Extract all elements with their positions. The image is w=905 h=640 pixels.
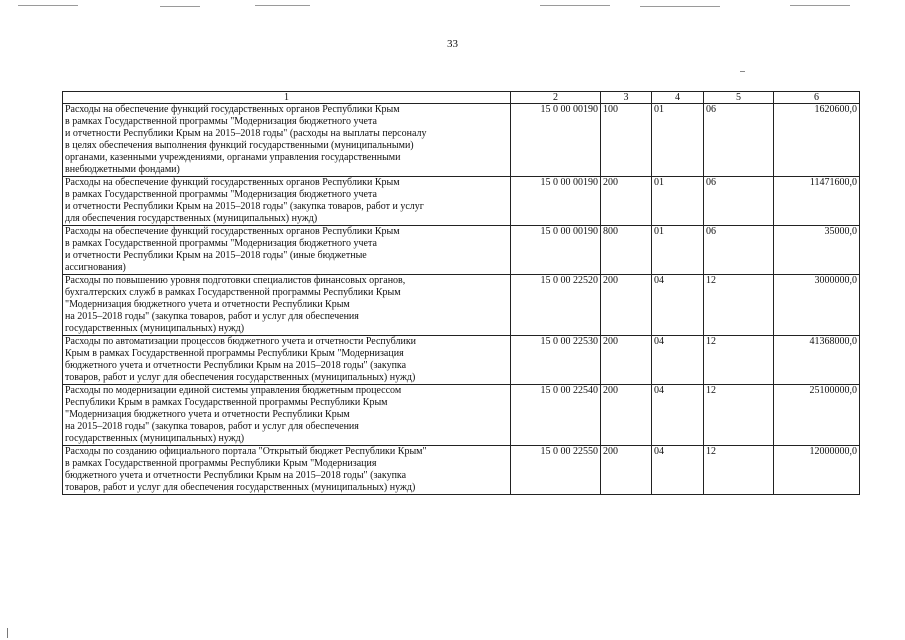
row-section: 01: [652, 104, 704, 177]
row-target-code: 15 0 00 00190: [511, 226, 601, 275]
row-expense-type: 200: [601, 385, 652, 446]
row-expense-type: 200: [601, 275, 652, 336]
row-expense-type: 100: [601, 104, 652, 177]
scan-artifact-line: [18, 5, 78, 6]
row-amount: 25100000,0: [774, 385, 860, 446]
row-description: Расходы по модернизации единой системы управления бюджетным процессом Республики Крым в рамках Государственной программы Республики Крым "Модернизация бюджетного учета и отчетности Республики Крым на 2015–2018 годы" (закупка товаров, работ и услуг для обеспечения государственных (муниципальных) нужд): [63, 385, 511, 446]
row-expense-type: 200: [601, 446, 652, 495]
table-row: [63, 446, 860, 495]
row-amount: 3000000,0: [774, 275, 860, 336]
table-row: [63, 177, 860, 226]
row-section: 04: [652, 446, 704, 495]
row-subsection: 12: [704, 275, 774, 336]
row-target-code: 15 0 00 00190: [511, 177, 601, 226]
column-header-description: 1: [63, 92, 511, 104]
scan-artifact-line: [160, 6, 200, 7]
row-section: 01: [652, 226, 704, 275]
scan-artifact-edge: [7, 628, 8, 638]
table-row: [63, 275, 860, 336]
row-section: 04: [652, 385, 704, 446]
row-target-code: 15 0 00 22550: [511, 446, 601, 495]
table-row: [63, 385, 860, 446]
row-amount: 12000000,0: [774, 446, 860, 495]
row-target-code: 15 0 00 22530: [511, 336, 601, 385]
column-header-subsection: 5: [704, 92, 774, 104]
row-description: Расходы по повышению уровня подготовки специалистов финансовых органов, бухгалтерских служб в рамках Государственной программы Республики Крым "Модернизация бюджетного учета и отчетности Республики Крым на 2015–2018 годы" (закупка товаров, работ и услуг для обеспечения государственных (муниципальных) нужд): [63, 275, 511, 336]
row-subsection: 12: [704, 385, 774, 446]
row-expense-type: 200: [601, 336, 652, 385]
row-subsection: 06: [704, 177, 774, 226]
row-description: Расходы на обеспечение функций государственных органов Республики Крым в рамках Государственной программы "Модернизация бюджетного учета и отчетности Республики Крым на 2015–2018 годы" (расходы на выплаты персоналу в целях обеспечения выполнения функций государственными (муниципальными) органами, казенными учреждениями, органами управления государственными внебюджетными фондами): [63, 104, 511, 177]
row-expense-type: 800: [601, 226, 652, 275]
table-row: [63, 226, 860, 275]
row-amount: 11471600,0: [774, 177, 860, 226]
scan-artifact-line: [255, 5, 310, 6]
scan-artifact-line: [790, 5, 850, 6]
scan-artifact-line: [540, 5, 610, 6]
row-section: 04: [652, 275, 704, 336]
row-subsection: 12: [704, 446, 774, 495]
column-header-target-code: 2: [511, 92, 601, 104]
table-row: [63, 336, 860, 385]
row-subsection: 06: [704, 104, 774, 177]
scan-artifact-line: [640, 6, 720, 7]
row-description: Расходы на обеспечение функций государственных органов Республики Крым в рамках Государственной программы "Модернизация бюджетного учета и отчетности Республики Крым на 2015–2018 годы" (закупка товаров, работ и услуг для обеспечения государственных (муниципальных) нужд): [63, 177, 511, 226]
row-expense-type: 200: [601, 177, 652, 226]
column-header-amount: 6: [774, 92, 860, 104]
row-amount: 1620600,0: [774, 104, 860, 177]
row-description: Расходы по созданию официального портала "Открытый бюджет Республики Крым" в рамках Государственной программы Республики Крым "Модернизация бюджетного учета и отчетности Республики Крым на 2015–2018 годы" (закупка товаров, работ и услуг для обеспечения государственных (муниципальных) нужд): [63, 446, 511, 495]
scan-artifact-dash: [740, 71, 745, 72]
row-amount: 41368000,0: [774, 336, 860, 385]
row-section: 01: [652, 177, 704, 226]
page-number: 33: [447, 38, 458, 50]
column-header-section: 4: [652, 92, 704, 104]
column-header-expense-type: 3: [601, 92, 652, 104]
table-row: [63, 104, 860, 177]
table-header-row: [63, 92, 860, 104]
row-description: Расходы на обеспечение функций государственных органов Республики Крым в рамках Государственной программы "Модернизация бюджетного учета и отчетности Республики Крым на 2015–2018 годы" (иные бюджетные ассигнования): [63, 226, 511, 275]
row-section: 04: [652, 336, 704, 385]
row-description: Расходы по автоматизации процессов бюджетного учета и отчетности Республики Крым в рамках Государственной программы Республики Крым "Модернизация бюджетного учета и отчетности Республики Крым на 2015–2018 годы" (закупка товаров, работ и услуг для обеспечения государственных (муниципальных) нужд): [63, 336, 511, 385]
row-subsection: 12: [704, 336, 774, 385]
row-subsection: 06: [704, 226, 774, 275]
row-target-code: 15 0 00 22520: [511, 275, 601, 336]
budget-table: [62, 91, 860, 495]
row-target-code: 15 0 00 00190: [511, 104, 601, 177]
row-amount: 35000,0: [774, 226, 860, 275]
row-target-code: 15 0 00 22540: [511, 385, 601, 446]
